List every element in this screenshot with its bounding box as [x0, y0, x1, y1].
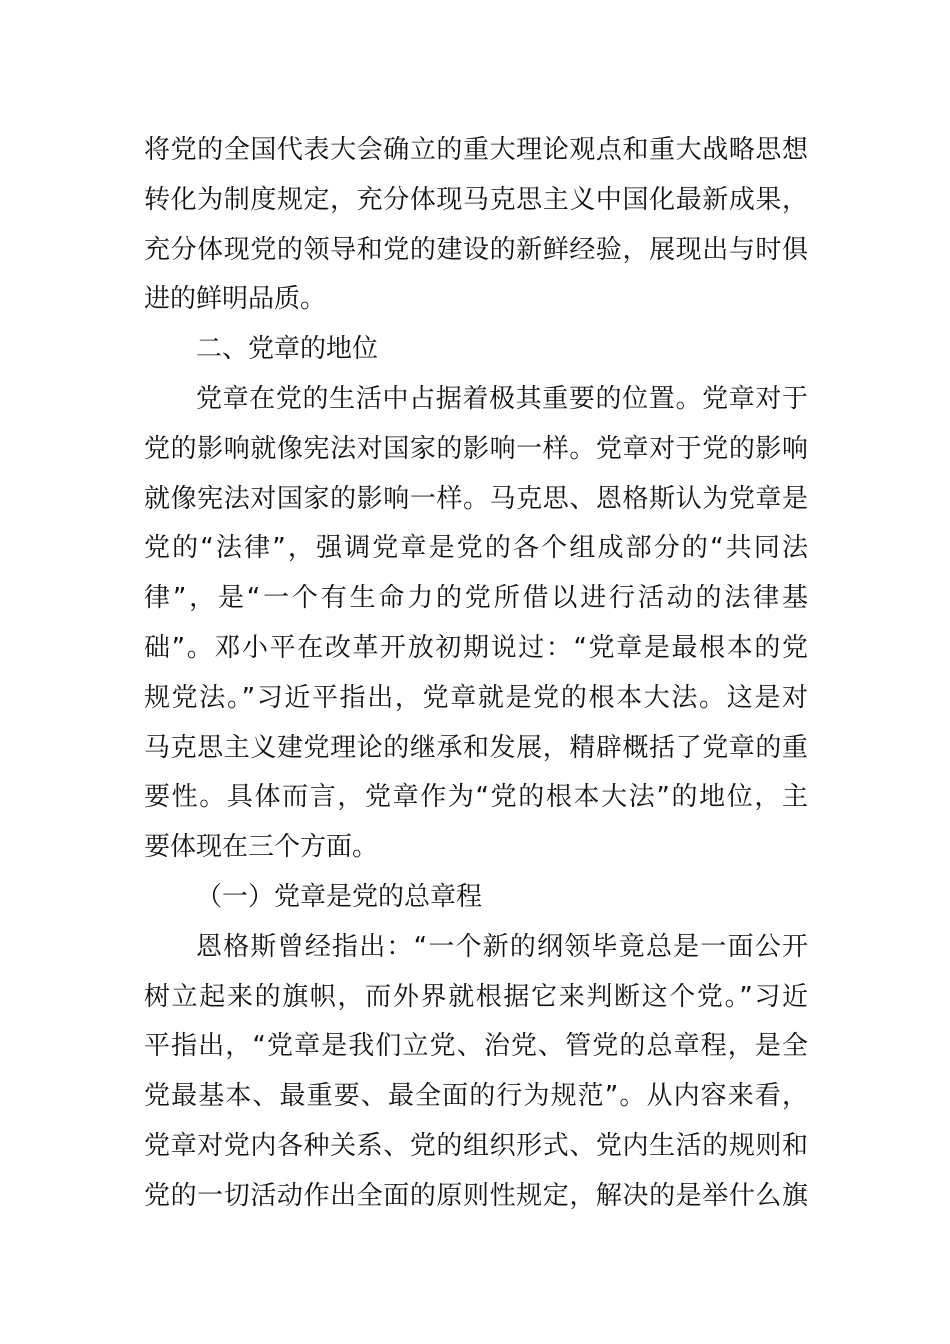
text-line: 党的影响就像宪法对国家的影响一样。党章对于党的影响	[144, 433, 808, 464]
text-line: 础”。邓小平在改革开放初期说过：“党章是最根本的党	[144, 632, 808, 663]
text-line: 马克思主义建党理论的继承和发展，精辟概括了党章的重	[144, 732, 808, 763]
text-line: 进的鲜明品质。	[144, 284, 327, 315]
text-line: 党的一切活动作出全面的原则性规定，解决的是举什么旗	[144, 1180, 808, 1211]
text-line: 树立起来的旗帜，而外界就根据它来判断这个党。”习近	[144, 981, 808, 1012]
text-line: 充分体现党的领导和党的建设的新鲜经验，展现出与时俱	[144, 234, 808, 265]
text-line: 党章在党的生活中占据着极其重要的位置。党章对于	[196, 383, 808, 414]
text-line: 党最基本、最重要、最全面的行为规范”。从内容来看，	[144, 1081, 808, 1112]
text-line: 就像宪法对国家的影响一样。马克思、恩格斯认为党章是	[144, 483, 808, 514]
text-line: 党的“法律”，强调党章是党的各个组成部分的“共同法	[144, 533, 808, 564]
text-line: 党章对党内各种关系、党的组织形式、党内生活的规则和	[144, 1130, 808, 1161]
text-line: 规党法。”习近平指出，党章就是党的根本大法。这是对	[144, 682, 808, 713]
text-line: 转化为制度规定，充分体现马克思主义中国化最新成果，	[144, 184, 808, 215]
subsection-heading: （一）党章是党的总章程	[196, 881, 483, 912]
text-line: 要性。具体而言，党章作为“党的根本大法”的地位，主	[144, 782, 808, 813]
text-line: 要体现在三个方面。	[144, 832, 379, 863]
text-line: 恩格斯曾经指出：“一个新的纲领毕竟总是一面公开	[196, 931, 808, 962]
text-line: 律”，是“一个有生命力的党所借以进行活动的法律基	[144, 583, 808, 614]
body-text	[144, 126, 808, 1222]
section-heading: 二、党章的地位	[196, 334, 379, 365]
text-line: 将党的全国代表大会确立的重大理论观点和重大战略思想	[144, 135, 808, 165]
text-line: 平指出，“党章是我们立党、治党、管党的总章程，是全	[144, 1031, 808, 1062]
